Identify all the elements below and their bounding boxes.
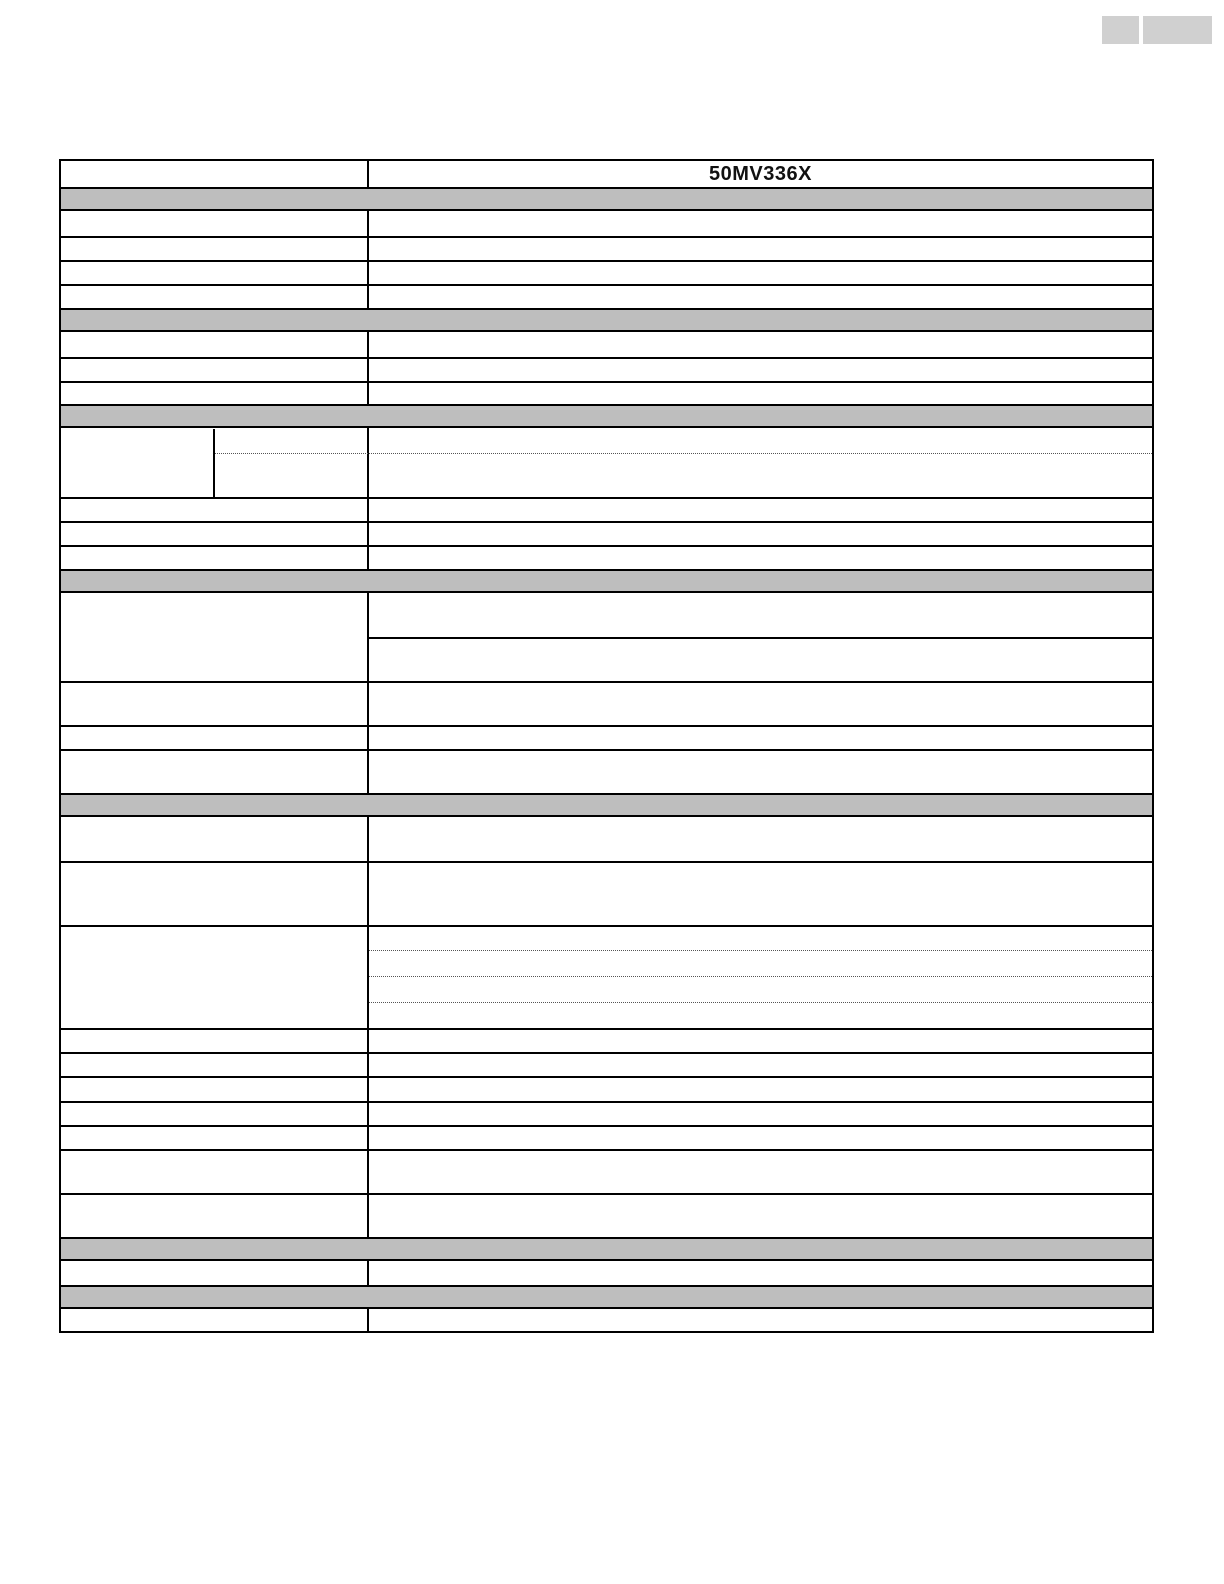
row-divider <box>61 1028 1152 1030</box>
spec-table <box>59 159 1154 1333</box>
section-header-band <box>61 308 1152 332</box>
row-divider <box>61 497 1152 499</box>
row-divider <box>61 1076 1152 1078</box>
row-divider <box>61 861 1152 863</box>
dotted-row-divider <box>369 950 1152 951</box>
dotted-row-divider <box>369 1002 1152 1003</box>
dotted-row-divider <box>215 453 1152 454</box>
model-number-heading: 50MV336X <box>709 162 812 185</box>
row-divider <box>61 381 1152 383</box>
row-divider <box>61 1149 1152 1151</box>
row-divider <box>61 521 1152 523</box>
row-divider <box>61 260 1152 262</box>
section-header-band <box>61 187 1152 211</box>
row-divider <box>61 1193 1152 1195</box>
section-header-band <box>61 793 1152 817</box>
column-divider <box>367 161 369 1331</box>
dotted-row-divider <box>369 976 1152 977</box>
page-tab-right <box>1143 16 1212 44</box>
subcolumn-divider <box>213 429 215 499</box>
row-divider <box>61 725 1152 727</box>
row-divider <box>61 1052 1152 1054</box>
row-divider <box>61 749 1152 751</box>
row-divider <box>61 1125 1152 1127</box>
row-divider <box>61 545 1152 547</box>
section-header-band <box>61 1237 1152 1261</box>
row-divider <box>61 357 1152 359</box>
section-header-band <box>61 569 1152 593</box>
section-header-band <box>61 404 1152 428</box>
page-tab-left <box>1102 16 1139 44</box>
row-divider <box>61 681 1152 683</box>
row-divider <box>61 236 1152 238</box>
row-divider <box>369 637 1152 639</box>
row-divider <box>61 284 1152 286</box>
row-divider <box>61 1101 1152 1103</box>
section-header-band <box>61 1285 1152 1309</box>
row-divider <box>61 925 1152 927</box>
